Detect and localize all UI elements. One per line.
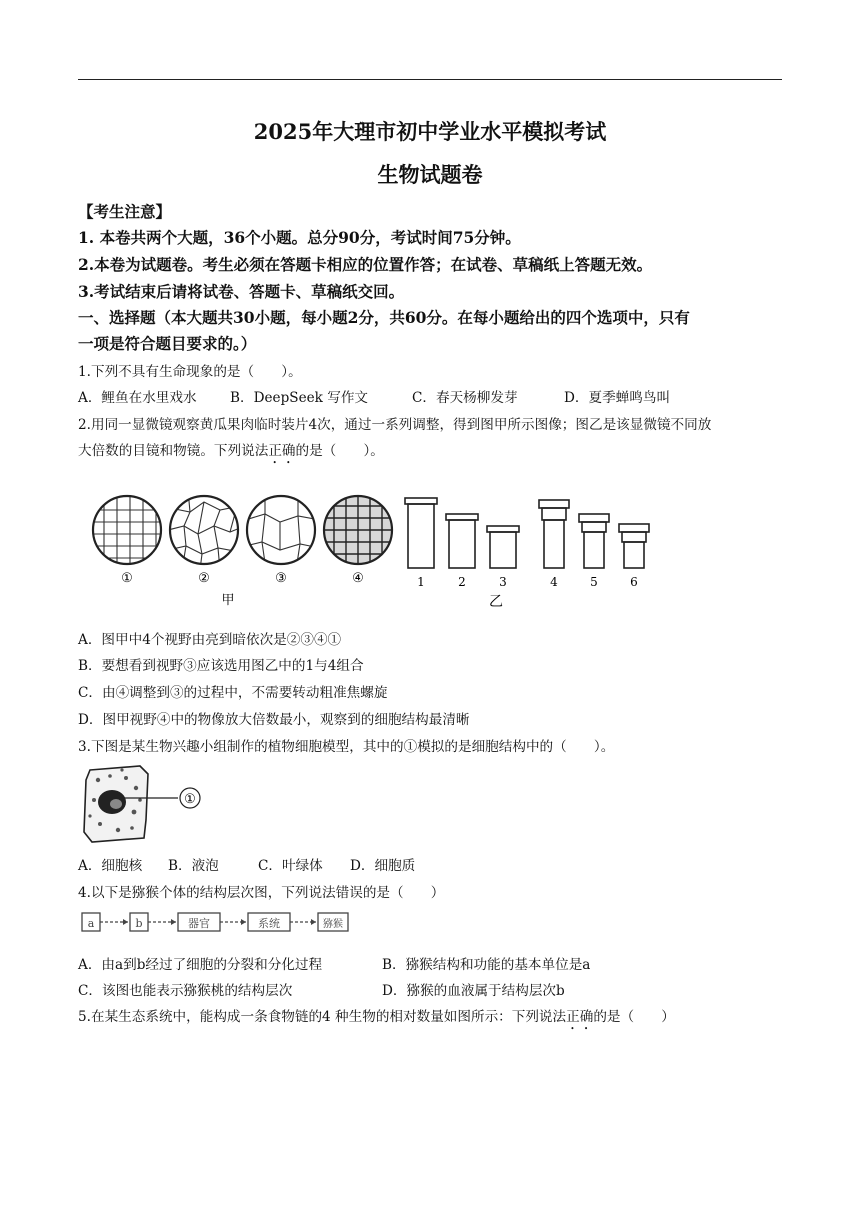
lens-label-4: 4 xyxy=(550,575,558,589)
flow-b: b xyxy=(135,917,143,930)
q2-option-b: B．要想看到视野③应该选用图乙中的1与4组合 xyxy=(78,658,364,674)
q1-stem: 1.下列不具有生命现象的是（ ）。 xyxy=(78,364,302,380)
header-rule xyxy=(78,79,782,80)
flow-organ: 器官 xyxy=(188,917,210,930)
lens-6 xyxy=(619,524,649,568)
lens-label-2: 2 xyxy=(458,575,466,589)
q4-stem: 4.以下是猕猴个体的结构层次图，下列说法错误的是（ ） xyxy=(78,885,445,901)
field-label-4: ④ xyxy=(352,571,364,586)
field-label-3: ③ xyxy=(275,571,287,586)
q5-stem: 5.在某生态系统中，能构成一条食物链的4 种生物的相对数量如图所示：下列说法正确的是（ ） xyxy=(78,1009,675,1025)
q2-stem-line1: 2.用同一显微镜观察黄瓜果肉临时装片4次，通过一系列调整，得到图甲所示图像；图乙是该显微镜不同放 xyxy=(78,417,712,433)
section-heading-line1: 一、选择题（本大题共30小题，每小题2分，共60分。在每小题给出的四个选项中，只有 xyxy=(78,308,690,327)
field-2-view xyxy=(168,490,240,570)
field-4-view xyxy=(320,490,400,570)
q2-emphasis: 正确 xyxy=(268,443,296,459)
q2-option-d: D．图甲视野④中的物像放大倍数最小，观察到的细胞结构最清晰 xyxy=(78,712,470,728)
field-label-2: ② xyxy=(198,571,210,586)
field-1-view xyxy=(90,490,170,570)
lens-3 xyxy=(487,526,519,568)
exam-title: 2025年大理市初中学业水平模拟考试 xyxy=(253,119,607,144)
q3-option-d: D．细胞质 xyxy=(350,858,416,874)
q5-emphasis: 正确 xyxy=(566,1009,594,1025)
lens-2 xyxy=(446,514,478,568)
q4-option-a: A．由a到b经过了细胞的分裂和分化过程 xyxy=(78,957,323,973)
q1-option-d: D．夏季蝉鸣鸟叫 xyxy=(564,390,671,406)
field-3-view xyxy=(245,490,320,570)
section-heading-line2: 一项是符合题目要求的。） xyxy=(78,334,257,353)
notice-item-3: 3.考试结束后请将试卷、答题卡、草稿纸交回。 xyxy=(78,282,405,301)
q4-option-c: C．该图也能表示猕猴桃的结构层次 xyxy=(78,983,293,999)
figure-label-yi: 乙 xyxy=(489,594,503,610)
lens-label-3: 3 xyxy=(499,575,507,589)
flow-macaque: 猕猴 xyxy=(323,919,343,930)
q4-flow-diagram xyxy=(80,909,350,937)
q4-option-d: D．猕猴的血液属于结构层次b xyxy=(382,983,565,999)
lens-4 xyxy=(539,500,569,568)
q3-option-c: C．叶绿体 xyxy=(258,858,323,874)
q2-figure xyxy=(80,490,660,610)
lens-label-6: 6 xyxy=(630,575,638,589)
notice-heading: 【考生注意】 xyxy=(78,202,172,221)
q1-option-c: C．春天杨柳发芽 xyxy=(412,390,518,406)
notice-item-2: 2.本卷为试题卷。考生必须在答题卡相应的位置作答；在试卷、草稿纸上答题无效。 xyxy=(78,255,653,274)
q3-option-a: A．细胞核 xyxy=(78,858,143,874)
q1-option-a: A．鲤鱼在水里戏水 xyxy=(78,390,197,406)
figure-label-jia: 甲 xyxy=(221,593,235,608)
q1-option-b: B．DeepSeek 写作文 xyxy=(230,390,369,406)
q2-option-c: C．由④调整到③的过程中，不需要转动粗准焦螺旋 xyxy=(78,685,388,701)
notice-item-1: 1. 本卷共两个大题，36个小题。总分90分，考试时间75分钟。 xyxy=(78,228,521,247)
lens-label-5: 5 xyxy=(590,575,598,589)
lens-5 xyxy=(579,514,609,568)
q2-stem-line2: 大倍数的目镜和物镜。下列说法正确的是（ ）。 xyxy=(78,443,384,459)
flow-a: a xyxy=(87,917,95,930)
q4-option-b: B．猕猴结构和功能的基本单位是a xyxy=(382,957,591,973)
field-label-1: ① xyxy=(121,571,133,586)
q3-option-b: B．液泡 xyxy=(168,858,219,874)
q3-cell-model xyxy=(78,760,218,850)
exam-subtitle: 生物试题卷 xyxy=(377,162,483,187)
q3-stem: 3.下图是某生物兴趣小组制作的植物细胞模型，其中的①模拟的是细胞结构中的（ ）。 xyxy=(78,739,615,755)
q3-label: ① xyxy=(184,792,196,807)
q2-option-a: A．图甲中4个视野由亮到暗依次是②③④① xyxy=(78,632,342,648)
flow-system: 系统 xyxy=(258,917,280,930)
lens-label-1: 1 xyxy=(417,575,425,589)
lens-1 xyxy=(405,498,437,568)
